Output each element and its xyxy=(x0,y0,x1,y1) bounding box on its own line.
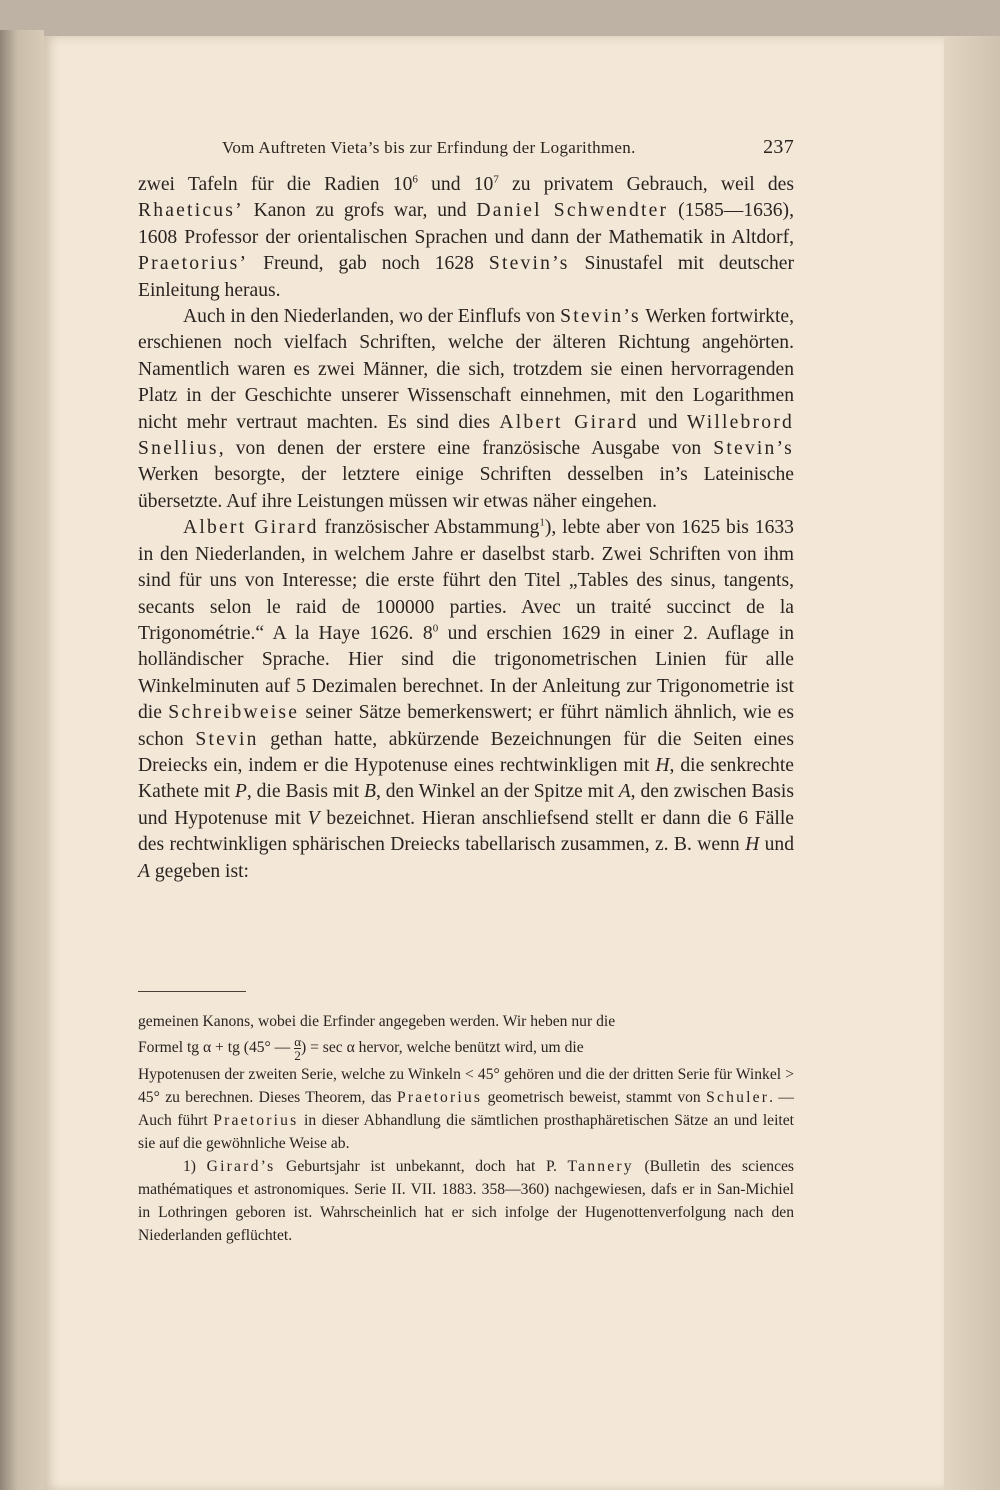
text-run: Auch in den Niederlanden, wo der Einflufs von xyxy=(183,306,561,328)
italic-symbol: B xyxy=(363,781,376,803)
footnote-formula-line xyxy=(138,1033,794,1063)
spaced-name: Stevin’s xyxy=(488,253,570,275)
formula-prefix: Formel tg α + tg (45° — xyxy=(138,1039,295,1056)
italic-symbol: A xyxy=(138,860,150,882)
previous-page-edge xyxy=(0,30,44,1490)
text-run: (1585—1636), 1608 Professor der orientalischen Sprachen und dann der Mathematik in Altdorf, xyxy=(138,200,794,248)
italic-symbol: H xyxy=(745,834,760,856)
text-run: und 10 xyxy=(417,174,494,195)
text-run: in dieser Abhandlung die sämtlichen prosthaphäretischen Sätze an und leitet sie auf die gewöhnliche Weise ab. xyxy=(138,1112,795,1152)
superscript: 6 xyxy=(412,173,418,186)
spaced-name: Rhaeticus’ xyxy=(138,200,244,222)
fraction-denominator: 2 xyxy=(294,1047,301,1063)
text-run: seiner Sätze bemerkenswert; er führt nämlich ähnlich, wie es schon xyxy=(138,702,794,750)
footnotes xyxy=(138,1010,794,1247)
formula-suffix: ) = sec α hervor, welche benützt wird, um die xyxy=(301,1039,584,1056)
text-run: bezeichnet. Hieran anschliefsend stellt er dann die 6 Fälle des rechtwinkligen sphärischen Dreiecks tabellarisch zusammen, z. B. wenn xyxy=(138,807,795,856)
text-run: geometrisch beweist, stammt von xyxy=(482,1089,707,1106)
text-run: und xyxy=(759,834,794,856)
text-run: zwei Tafeln für die Radien 10 xyxy=(138,174,413,195)
text-run: gethan hatte, abkürzende Bezeichnungen für die Seiten eines Dreiecks ein, indem er die Hypotenuse eines rechtwinkligen mit xyxy=(138,728,794,776)
spaced-name: Willebrord Snellius xyxy=(138,411,794,460)
text-run: 1) xyxy=(183,1158,207,1175)
footnote-continuation-line: gemeinen Kanons, wobei die Erfinder angegeben werden. Wir heben nur die xyxy=(138,1013,616,1030)
italic-symbol: P xyxy=(234,781,247,803)
italic-symbol: A xyxy=(618,781,631,803)
text-run: Geburtsjahr ist unbekannt, doch hat P. xyxy=(275,1158,568,1175)
superscript: 0 xyxy=(432,622,439,635)
spaced-name: Albert Girard xyxy=(499,411,639,433)
text-run: zu privatem Gebrauch, weil des xyxy=(498,174,794,195)
text-run: , die Basis mit xyxy=(246,781,364,803)
paragraph xyxy=(138,172,794,304)
spaced-name: Albert Girard xyxy=(183,517,319,539)
spaced-name: Tannery xyxy=(567,1158,634,1175)
text-run: Hypotenusen der zweiten Serie, welche zu Winkeln < 45° gehören und die der dritten Serie für Winkel > 45° zu berechnen. Dieses Theorem, das xyxy=(138,1066,794,1106)
footnote-1 xyxy=(138,1155,794,1247)
footnote-continuation-rest xyxy=(138,1063,794,1155)
formula-fraction xyxy=(294,1035,301,1062)
spaced-name: Schreibweise xyxy=(168,702,300,724)
page-stack-edge xyxy=(944,36,1000,1490)
paragraph xyxy=(138,515,794,885)
text-run: französischer Abstammung xyxy=(318,517,540,539)
spaced-name: Praetorius’ xyxy=(138,253,249,275)
text-run: Freund, gab noch 1628 xyxy=(248,253,489,275)
text-run: , den zwischen Basis und Hypotenuse mit xyxy=(138,781,794,829)
text-run: , von denen der erstere eine französische Ausgabe von xyxy=(218,438,714,460)
text-run: Werken besorgte, der letztere einige Schriften desselben in’s Lateinische übersetzte. Auf ihre Leistungen müssen wir etwas näher eingehen. xyxy=(138,464,794,512)
running-title: Vom Auftreten Vieta’s bis zur Erfindung der Logarithmen. xyxy=(222,138,636,157)
text-run: und erschien 1629 in einer 2. Auflage in holländischer Sprache. Hier sind die trigonometrischen Linien für alle Winkelminuten auf 5 Dezimalen berechnet. In der Anleitung zur Trigonometrie ist die xyxy=(138,622,795,724)
spaced-name: Schuler xyxy=(706,1089,770,1106)
superscript: 7 xyxy=(493,173,499,186)
fraction-numerator: α xyxy=(294,1033,301,1049)
spaced-name: Girard’s xyxy=(206,1158,276,1175)
text-run: Werken fortwirkte, erschienen noch vielfach Schriften, welche der älteren Richtung angehörten. Namentlich waren es zwei Männer, die sich, trotzdem sie einen hervorragenden Platz in der Geschichte unserer Wissenschaft einnehmen, mit den Logarithmen nicht mehr vertraut machten. Es sind dies xyxy=(138,306,795,433)
text-run: gegeben ist: xyxy=(149,860,249,882)
italic-symbol: V xyxy=(307,807,320,829)
spaced-name: Stevin’s xyxy=(713,438,794,460)
italic-symbol: H xyxy=(655,754,670,776)
paragraph xyxy=(138,304,794,515)
spaced-name: Praetorius xyxy=(396,1089,483,1106)
text-run: Kanon zu grofs war, und xyxy=(243,200,477,222)
spaced-name: Stevin’s xyxy=(560,306,641,328)
text-run: . — Auch führt xyxy=(138,1089,794,1129)
footnote-divider xyxy=(138,991,246,992)
superscript: 1 xyxy=(539,516,545,529)
text-run: , den Winkel an der Spitze mit xyxy=(375,781,619,803)
text-run: , die senkrechte Kathete mit xyxy=(138,754,794,803)
text-run: und xyxy=(638,411,687,433)
body-text xyxy=(138,172,794,885)
text-run: Sinustafel mit deutscher Einleitung heraus. xyxy=(138,253,795,301)
text-run: ), lebte aber von 1625 bis 1633 in den Niederlanden, in welchem Jahre er daselbst starb. Zwei Schriften von ihm sind für uns von Interesse; die erste führt den Titel „Tables des sinus, tangents, secants selon le raid de 100000 parties. Avec un traité succinct de la Trigonométrie.“ A la Haye 1626. 8 xyxy=(138,517,794,644)
spaced-name: Stevin xyxy=(195,728,259,750)
page-number: 237 xyxy=(763,136,794,158)
text-run: (Bulletin des sciences mathématiques et astronomiques. Serie II. VII. 1883. 358—360) nachgewiesen, dafs er in San-Michiel in Lothringen geboren ist. Wahrscheinlich hat er sich infolge der Hugenottenverfolgung nach den Niederlanden geflüchtet. xyxy=(138,1158,795,1244)
spaced-name: Praetorius xyxy=(213,1112,299,1129)
spaced-name: Daniel Schwendter xyxy=(476,200,669,222)
